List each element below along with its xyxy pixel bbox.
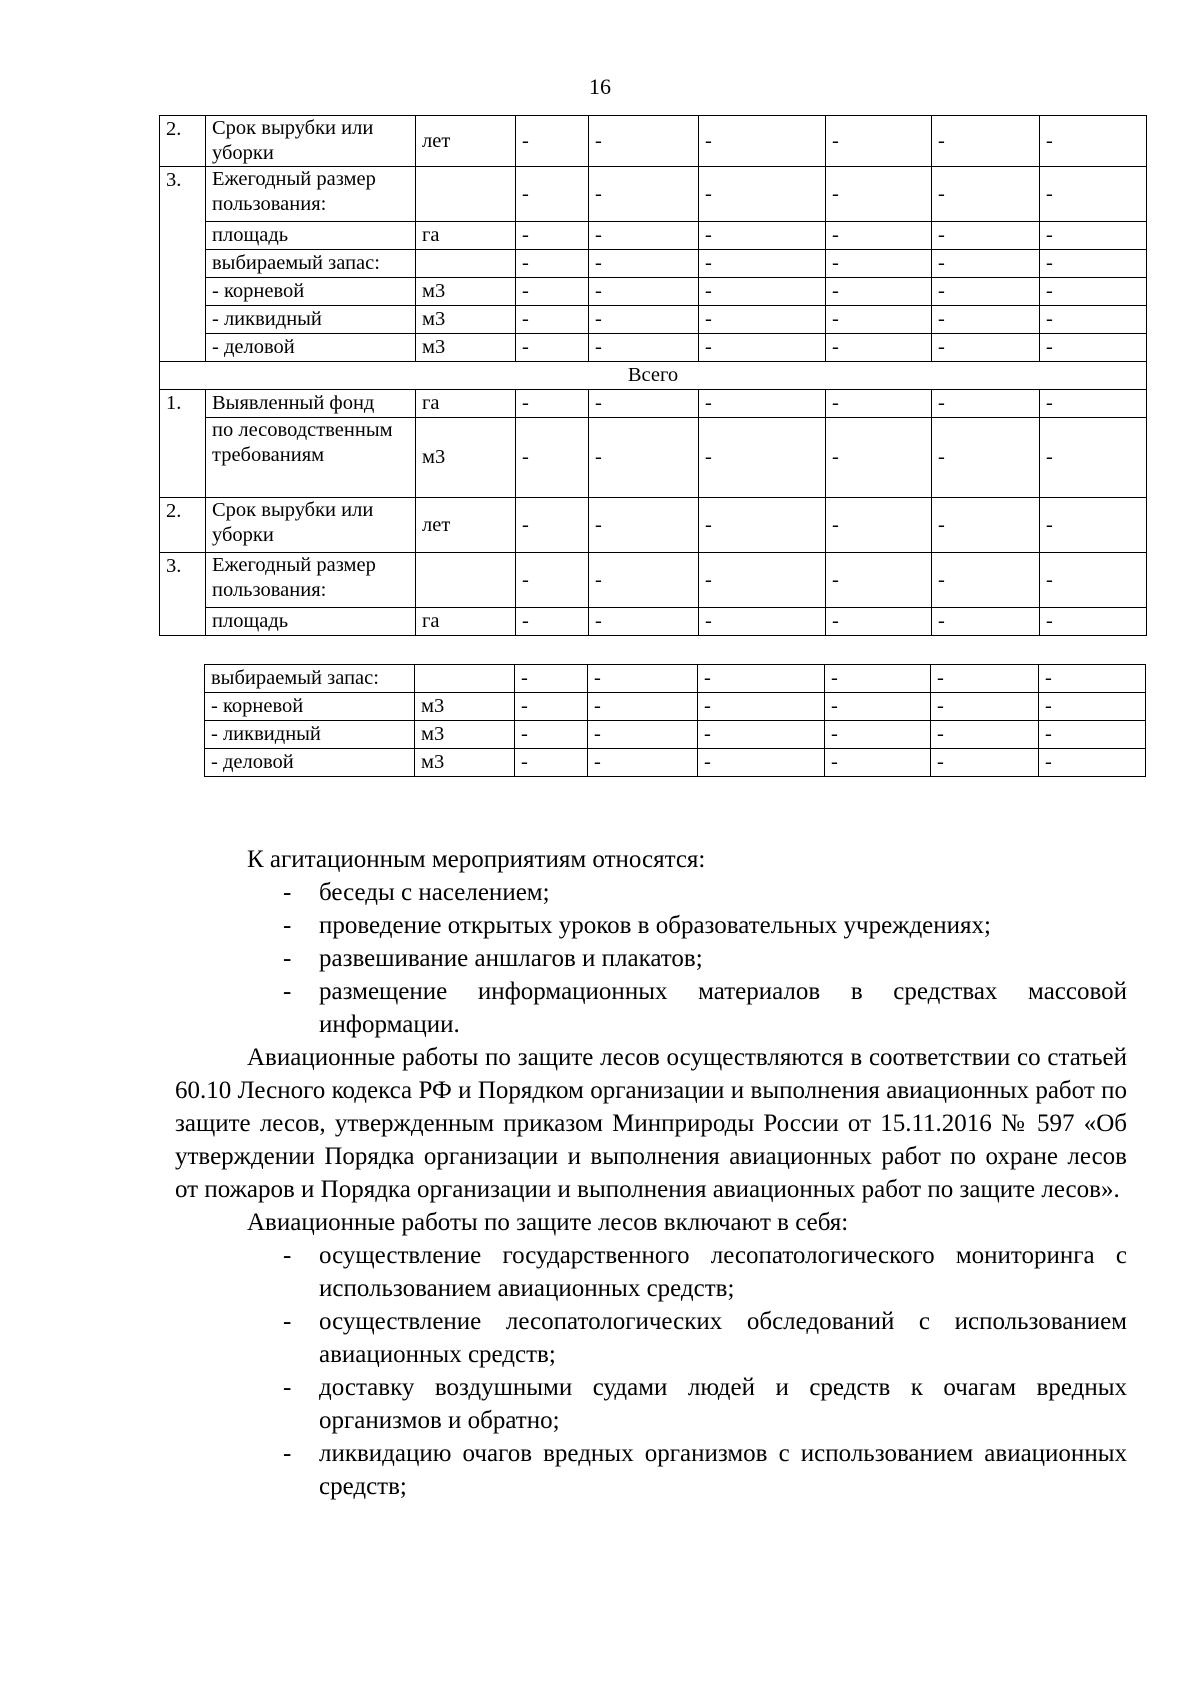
value-cell: -	[1040, 608, 1147, 636]
list-item: - размещение информационных материалов в средствах массовой информации.	[283, 978, 1127, 1038]
row-unit: лет	[416, 498, 516, 553]
row-label: Срок вырубки или уборки	[206, 116, 416, 167]
value-cell: -	[516, 222, 589, 250]
value-cell: -	[589, 334, 699, 362]
forest-use-table	[159, 115, 1147, 636]
table-row	[160, 390, 1147, 418]
value-cell: -	[516, 334, 589, 362]
value-cell: -	[516, 167, 589, 222]
row-label: - корневой	[205, 693, 415, 721]
value-cell: -	[826, 306, 932, 334]
aviation-paragraph: Авиационные работы по защите лесов осуществляются в соответствии со статьей 60.10 Лесного кодекса РФ и Порядком организации и выполнения авиационных работ по защите лесов, утвержденным приказом Минприроды России от 15.11.2016 № 597 «Об утверждении Порядка организации и выполнения авиационных работ по охране лесов от пожаров и Порядка организации и выполнения авиационных работ по защите лесов».	[175, 1044, 1127, 1203]
value-cell: -	[932, 498, 1040, 553]
table-row	[160, 608, 1147, 636]
row-unit	[416, 250, 516, 278]
row-label: выбираемый запас:	[206, 250, 416, 278]
value-cell: -	[699, 334, 826, 362]
table-row	[160, 222, 1147, 250]
row-label: - ликвидный	[205, 721, 415, 749]
row-unit: га	[416, 608, 516, 636]
row-label: Срок вырубки или уборки	[206, 498, 416, 553]
value-cell: -	[826, 222, 932, 250]
table-row	[160, 418, 1147, 498]
row-unit: га	[416, 390, 516, 418]
value-cell: -	[588, 665, 698, 693]
value-cell: -	[1040, 278, 1147, 306]
row-label: Выявленный фонд	[206, 390, 416, 418]
list-item: - беседы с населением;	[283, 879, 550, 906]
value-cell: -	[699, 278, 826, 306]
agit-intro: К агитационным мероприятиям относятся:	[247, 846, 706, 873]
value-cell: -	[515, 721, 588, 749]
value-cell: -	[825, 721, 931, 749]
value-cell: -	[932, 334, 1040, 362]
value-cell: -	[516, 306, 589, 334]
section-total-label: Всего	[160, 362, 1147, 390]
value-cell: -	[698, 721, 825, 749]
value-cell: -	[932, 250, 1040, 278]
list-item: - осуществление государственного лесопатологического мониторинга с использованием авиационных средств;	[283, 1242, 1127, 1302]
value-cell: -	[932, 116, 1040, 167]
value-cell: -	[589, 116, 699, 167]
value-cell: -	[1039, 721, 1146, 749]
value-cell: -	[931, 665, 1039, 693]
list-item: - ликвидацию очагов вредных организмов с использованием авиационных средств;	[283, 1440, 1127, 1500]
value-cell: -	[932, 390, 1040, 418]
value-cell: -	[1040, 553, 1147, 608]
table-row	[205, 721, 1146, 749]
row-number: 2.	[160, 498, 206, 553]
value-cell: -	[698, 693, 825, 721]
value-cell: -	[516, 498, 589, 553]
value-cell: -	[826, 167, 932, 222]
row-unit: лет	[416, 116, 516, 167]
list-item: - осуществление лесопатологических обследований с использованием авиационных средств;	[283, 1308, 1127, 1368]
value-cell: -	[932, 222, 1040, 250]
value-cell: -	[1040, 167, 1147, 222]
row-unit: м3	[416, 334, 516, 362]
row-unit	[416, 553, 516, 608]
value-cell: -	[589, 250, 699, 278]
row-number: 2.	[160, 116, 206, 167]
value-cell: -	[699, 222, 826, 250]
row-unit: м3	[415, 749, 515, 777]
value-cell: -	[826, 498, 932, 553]
list-item: - доставку воздушными судами людей и средств к очагам вредных организмов и обратно;	[283, 1374, 1127, 1434]
value-cell: -	[1040, 250, 1147, 278]
row-label: - деловой	[206, 334, 416, 362]
value-cell: -	[931, 721, 1039, 749]
value-cell: -	[1039, 665, 1146, 693]
table-row	[160, 116, 1147, 167]
value-cell: -	[931, 693, 1039, 721]
value-cell: -	[589, 418, 699, 498]
value-cell: -	[1040, 498, 1147, 553]
value-cell: -	[826, 418, 932, 498]
row-label: по лесоводственным требованиям	[206, 418, 416, 498]
value-cell: -	[515, 693, 588, 721]
value-cell: -	[698, 665, 825, 693]
row-number: 1.	[160, 390, 206, 498]
table-row	[160, 553, 1147, 608]
value-cell: -	[826, 553, 932, 608]
table-row	[160, 278, 1147, 306]
value-cell: -	[516, 390, 589, 418]
table-row	[160, 498, 1147, 553]
value-cell: -	[589, 222, 699, 250]
row-label: - ликвидный	[206, 306, 416, 334]
value-cell: -	[588, 721, 698, 749]
value-cell: -	[589, 498, 699, 553]
value-cell: -	[826, 116, 932, 167]
page-number: 16	[589, 74, 611, 99]
value-cell: -	[589, 553, 699, 608]
table-row	[160, 250, 1147, 278]
value-cell: -	[588, 693, 698, 721]
table-row	[160, 334, 1147, 362]
value-cell: -	[825, 693, 931, 721]
value-cell: -	[589, 390, 699, 418]
value-cell: -	[699, 116, 826, 167]
value-cell: -	[589, 608, 699, 636]
value-cell: -	[699, 390, 826, 418]
value-cell: -	[698, 749, 825, 777]
value-cell: -	[1040, 334, 1147, 362]
row-unit: м3	[415, 693, 515, 721]
row-label: площадь	[206, 608, 416, 636]
row-unit: м3	[415, 721, 515, 749]
row-unit: га	[416, 222, 516, 250]
value-cell: -	[1040, 306, 1147, 334]
body-text	[175, 843, 1127, 1503]
value-cell: -	[826, 390, 932, 418]
table-row	[205, 665, 1146, 693]
value-cell: -	[826, 250, 932, 278]
value-cell: -	[932, 167, 1040, 222]
value-cell: -	[516, 418, 589, 498]
value-cell: -	[826, 608, 932, 636]
value-cell: -	[1040, 418, 1147, 498]
value-cell: -	[516, 278, 589, 306]
row-unit	[415, 665, 515, 693]
value-cell: -	[699, 306, 826, 334]
row-unit: м3	[416, 278, 516, 306]
value-cell: -	[826, 278, 932, 306]
row-label: - корневой	[206, 278, 416, 306]
value-cell: -	[931, 749, 1039, 777]
table-row	[160, 306, 1147, 334]
row-unit	[416, 167, 516, 222]
value-cell: -	[516, 608, 589, 636]
value-cell: -	[1040, 390, 1147, 418]
value-cell: -	[932, 418, 1040, 498]
value-cell: -	[516, 116, 589, 167]
row-label: - деловой	[205, 749, 415, 777]
value-cell: -	[932, 278, 1040, 306]
value-cell: -	[589, 306, 699, 334]
forest-use-table-continuation	[204, 664, 1146, 777]
row-unit: м3	[416, 418, 516, 498]
list-item: - проведение открытых уроков в образовательных учреждениях;	[283, 912, 991, 939]
value-cell: -	[699, 250, 826, 278]
value-cell: -	[699, 553, 826, 608]
value-cell: -	[1040, 116, 1147, 167]
list-item: - развешивание аншлагов и плакатов;	[283, 945, 703, 972]
value-cell: -	[515, 749, 588, 777]
value-cell: -	[1040, 222, 1147, 250]
value-cell: -	[932, 608, 1040, 636]
table-row	[205, 693, 1146, 721]
value-cell: -	[515, 665, 588, 693]
value-cell: -	[699, 608, 826, 636]
value-cell: -	[932, 553, 1040, 608]
section-header-row	[160, 362, 1147, 390]
aviation-intro: Авиационные работы по защите лесов включают в себя:	[247, 1209, 849, 1236]
agit-list	[175, 876, 1127, 1041]
value-cell: -	[825, 749, 931, 777]
value-cell: -	[589, 167, 699, 222]
row-number: 3.	[160, 167, 206, 362]
table-row	[205, 749, 1146, 777]
value-cell: -	[699, 167, 826, 222]
value-cell: -	[825, 665, 931, 693]
row-number: 3.	[160, 553, 206, 636]
row-label: Ежегодный размер пользования:	[206, 167, 416, 222]
value-cell: -	[589, 278, 699, 306]
value-cell: -	[1039, 749, 1146, 777]
table-row	[160, 167, 1147, 222]
value-cell: -	[516, 250, 589, 278]
value-cell: -	[516, 553, 589, 608]
value-cell: -	[1039, 693, 1146, 721]
value-cell: -	[826, 334, 932, 362]
row-label: площадь	[206, 222, 416, 250]
aviation-list	[175, 1239, 1127, 1503]
row-label: Ежегодный размер пользования:	[206, 553, 416, 608]
value-cell: -	[932, 306, 1040, 334]
row-label: выбираемый запас:	[205, 665, 415, 693]
value-cell: -	[699, 498, 826, 553]
value-cell: -	[699, 418, 826, 498]
row-unit: м3	[416, 306, 516, 334]
value-cell: -	[588, 749, 698, 777]
